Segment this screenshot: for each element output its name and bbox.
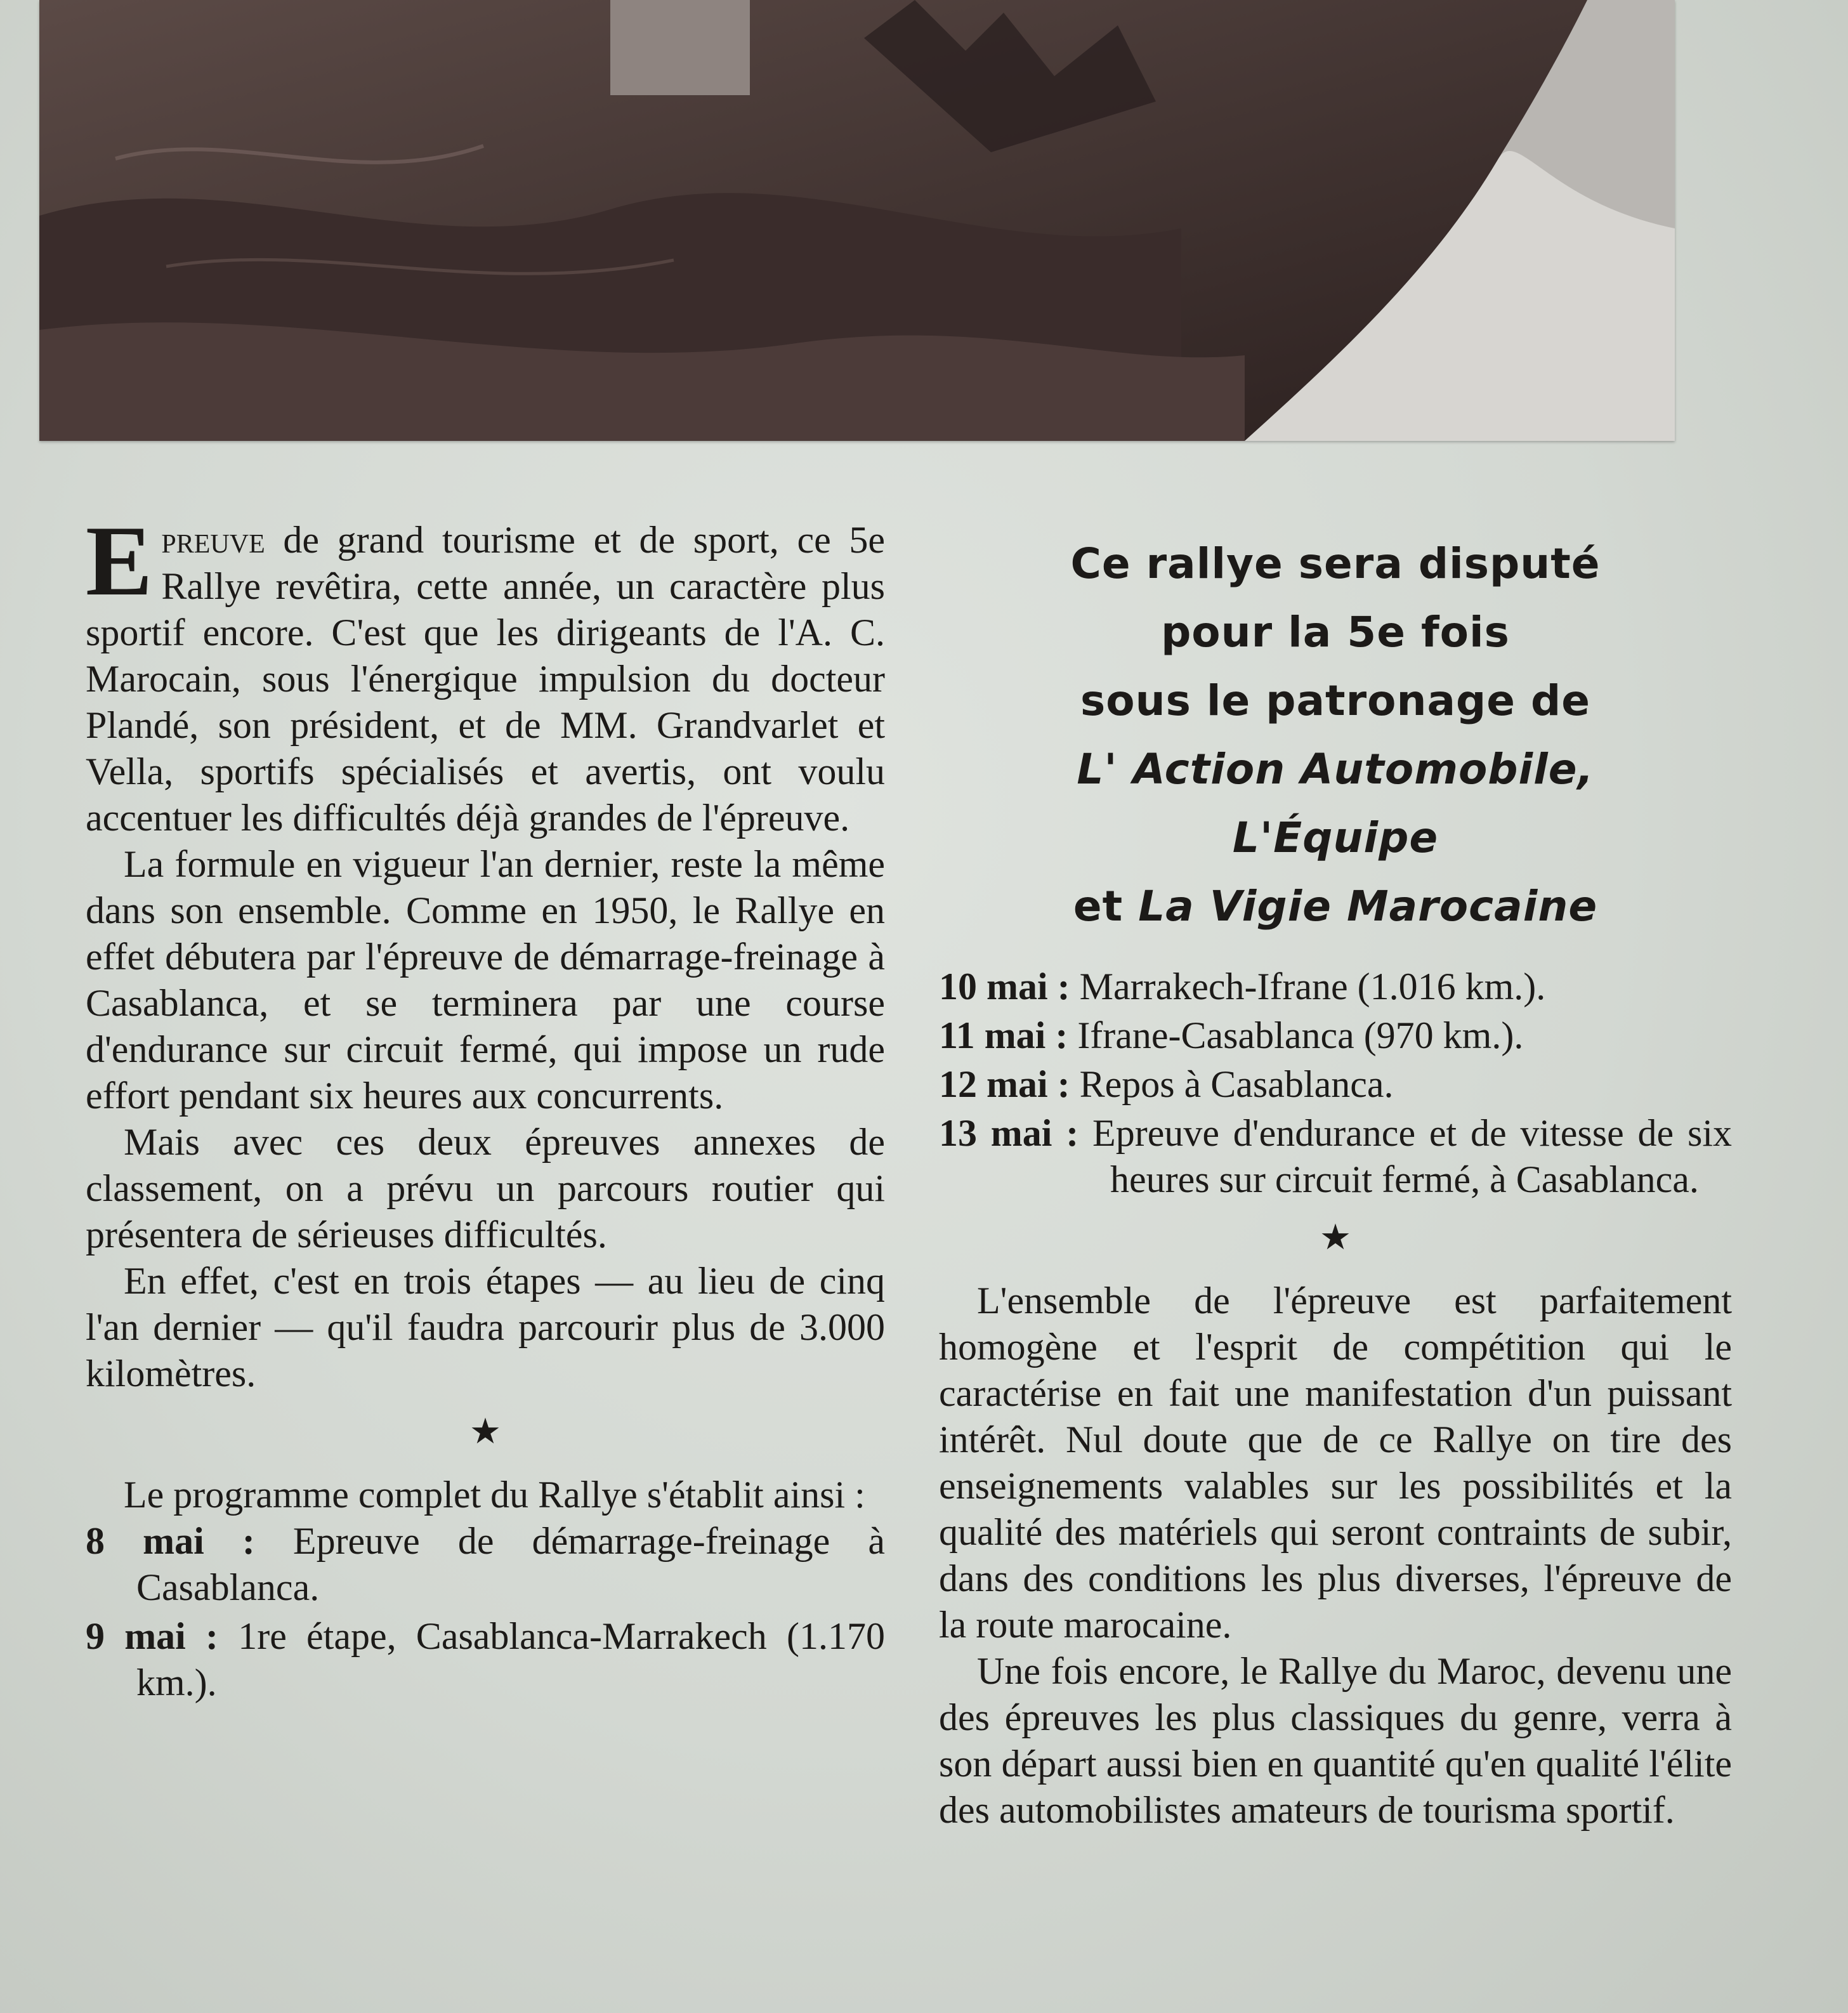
star-separator: ★ [469, 1412, 502, 1452]
schedule-row [86, 1613, 885, 1706]
schedule-text: Ifrane-Casablanca (970 km.). [1068, 1014, 1524, 1056]
schedule-text: 1re étape, Casablanca-Marrakech (1.170 km.). [136, 1615, 885, 1703]
headline-line: sous le patronage de [1080, 676, 1590, 725]
schedule-row [86, 1518, 885, 1611]
schedule-list-left [86, 1518, 885, 1706]
headline-publication: La Vigie Marocaine [1138, 882, 1598, 931]
intro-text: de grand tourisme et de sport, ce 5e Rallye revêtira, cette année, un caractère plus sportif encore. C'est que les dirigeants de l'A. C. Marocain, sous l'énergique impulsion du docteur Plandé, son président, et de MM. Grandvarlet et Vella, sportifs spécialisés et avertis, ont voulu accentuer les difficultés déjà grandes de l'épreuve. [86, 519, 885, 839]
headline-line [939, 872, 1732, 941]
schedule-text: Epreuve d'endurance et de vitesse de six heures sur circuit fermé, à Casablanca. [1078, 1112, 1732, 1200]
paragraph-annexes: Mais avec ces deux épreuves annexes de classement, on a prévu un parcours routier qui présentera de sérieuses difficultés. [86, 1121, 885, 1256]
photo-scene [39, 0, 1675, 441]
schedule-text: Marrakech-Ifrane (1.016 km.). [1070, 966, 1546, 1007]
schedule-date: 11 mai : [939, 1014, 1068, 1056]
paragraph-conclusion: Une fois encore, le Rallye du Maroc, devenu une des épreuves les plus classiques du genre, verra à son départ aussi bien en quantité qu'en qualité l'élite des automobilistes amateurs de tourisma sportif. [939, 1650, 1732, 1831]
paragraph-programme: Le programme complet du Rallye s'établit ainsi : [124, 1474, 865, 1516]
schedule-row [939, 964, 1732, 1010]
headline-line: Ce rallye sera disputé [1070, 539, 1601, 588]
intro-paragraph [86, 506, 885, 841]
paragraph-formule: La formule en vigueur l'an dernier, reste la même dans son ensemble. Comme en 1950, le Rallye en effet débutera par l'épreuve de démarrage-freinage à Casablanca, et se terminera par une course d'endurance sur circuit fermé, qui impose un rude effort pendant six heures aux concurrents. [86, 843, 885, 1117]
headline-line: pour la 5e fois [1161, 608, 1510, 657]
left-column [86, 506, 886, 1708]
rally-photograph [39, 0, 1675, 441]
headline-prefix: et [1073, 882, 1139, 931]
schedule-date: 12 mai : [939, 1063, 1070, 1105]
paragraph-ensemble: L'ensemble de l'épreuve est parfaitement homogène et l'esprit de compétition qui le caractérise en fait une manifestation d'un puissant intérêt. Nul doute que de ce Rallye on tire des enseignements valables sur les possibilités et la qualité des matériels qui seront contraints de subir, dans des conditions les plus diverses, l'épreuve de la route marocaine. [939, 1280, 1732, 1646]
drop-cap: E [86, 506, 153, 617]
sponsor-headline [939, 530, 1732, 941]
schedule-text: Repos à Casablanca. [1070, 1063, 1394, 1105]
schedule-date: 10 mai : [939, 966, 1070, 1007]
right-column [939, 530, 1732, 1833]
schedule-text: Epreuve de démarrage-freinage à Casablanca. [136, 1520, 886, 1608]
schedule-date: 8 mai : [86, 1520, 255, 1562]
schedule-date: 13 mai : [939, 1112, 1079, 1154]
star-separator: ★ [1319, 1218, 1352, 1257]
headline-publication: L'Équipe [1232, 813, 1439, 862]
schedule-list-right [939, 964, 1732, 1203]
headline-publication: L' Action Automobile, [1077, 745, 1594, 794]
paragraph-etapes: En effet, c'est en trois étapes — au lieu de cinq l'an dernier — qu'il faudra parcourir plus de 3.000 kilomètres. [86, 1260, 885, 1394]
lead-word: preuve [161, 519, 265, 561]
schedule-row [939, 1110, 1732, 1203]
schedule-row [939, 1013, 1732, 1059]
schedule-date: 9 mai : [86, 1615, 219, 1657]
schedule-row [939, 1061, 1732, 1108]
